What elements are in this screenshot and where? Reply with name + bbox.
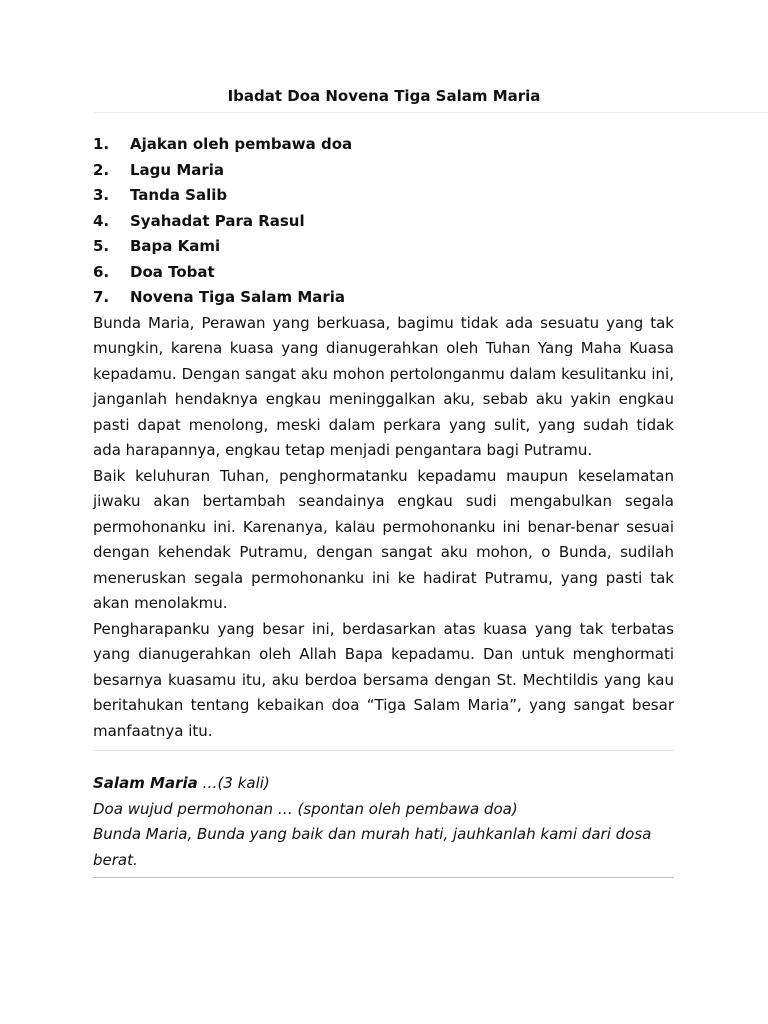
list-number: 5.	[93, 237, 110, 255]
salam-maria-count: …(3 kali)	[197, 774, 270, 792]
list-item	[93, 260, 674, 286]
list-item	[93, 285, 674, 311]
list-number: 4.	[93, 211, 110, 230]
list-label: Ajakan oleh pembawa doa	[130, 135, 353, 153]
list-number: 2.	[93, 160, 110, 179]
final-prayer-line: Bunda Maria, Bunda yang baik dan murah hati, jauhkanlah kami dari dosa berat.	[93, 825, 652, 869]
document-title: Ibadat Doa Novena Tiga Salam Maria	[227, 87, 541, 105]
list-number: 3.	[93, 186, 110, 204]
document-body	[93, 132, 674, 878]
closing-divider	[93, 877, 674, 878]
list-item	[93, 209, 674, 235]
section-divider	[93, 750, 674, 751]
list-label: Bapa Kami	[130, 237, 221, 255]
salam-maria-label: Salam Maria	[93, 774, 198, 792]
title-divider	[93, 112, 768, 113]
list-label: Lagu Maria	[130, 160, 225, 179]
liturgy-steps-list	[93, 132, 674, 311]
list-item	[93, 183, 674, 209]
list-item	[93, 132, 674, 158]
list-label: Doa Tobat	[130, 262, 215, 281]
list-label: Novena Tiga Salam Maria	[130, 288, 346, 306]
prayer-paragraph-3: Pengharapanku yang besar ini, berdasarkan atas kuasa yang tak terbatas yang dianugerahkan oleh Allah Bapa kepadamu. Dan untuk menghormati besarnya kuasamu itu, aku berdoa bersama dengan St. Mechtildis yang kau beritahukan tentang kebaikan doa “Tiga Salam Maria”, yang sangat besar manfaatnya itu.	[93, 619, 674, 740]
list-item	[93, 234, 674, 260]
prayer-paragraph-2: Baik keluhuran Tuhan, penghormatanku kepadamu maupun keselamatan jiwaku akan bertambah seandainya engkau sudi mengabulkan segala permohonanku ini. Karenanya, kalau permohonanku ini benar-benar sesuai dengan kehendak Putramu, dengan sangat aku mohon, o Bunda, sudilah meneruskan segala permohonanku ini ke hadirat Putramu, yang pasti tak akan menolakmu.	[93, 466, 674, 612]
salam-maria-line	[93, 771, 674, 797]
doa-wujud-line: Doa wujud permohonan … (spontan oleh pembawa doa)	[93, 799, 518, 818]
list-label: Syahadat Para Rasul	[130, 211, 305, 230]
list-number: 1.	[93, 135, 110, 153]
list-number: 6.	[93, 262, 110, 281]
list-item	[93, 158, 674, 184]
list-number: 7.	[93, 288, 110, 306]
prayer-paragraph-1: Bunda Maria, Perawan yang berkuasa, bagimu tidak ada sesuatu yang tak mungkin, karena kuasa yang dianugerahkan oleh Tuhan Yang Maha Kuasa kepadamu. Dengan sangat aku mohon pertolonganmu dalam kesulitanku ini, janganlah hendaknya engkau meninggalkan aku, sebab aku yakin engkau pasti dapat menolong, meski dalam perkara yang sulit, yang sudah tidak ada harapannya, engkau tetap menjadi pengantara bagi Putramu.	[93, 313, 674, 459]
list-label: Tanda Salib	[130, 186, 228, 204]
